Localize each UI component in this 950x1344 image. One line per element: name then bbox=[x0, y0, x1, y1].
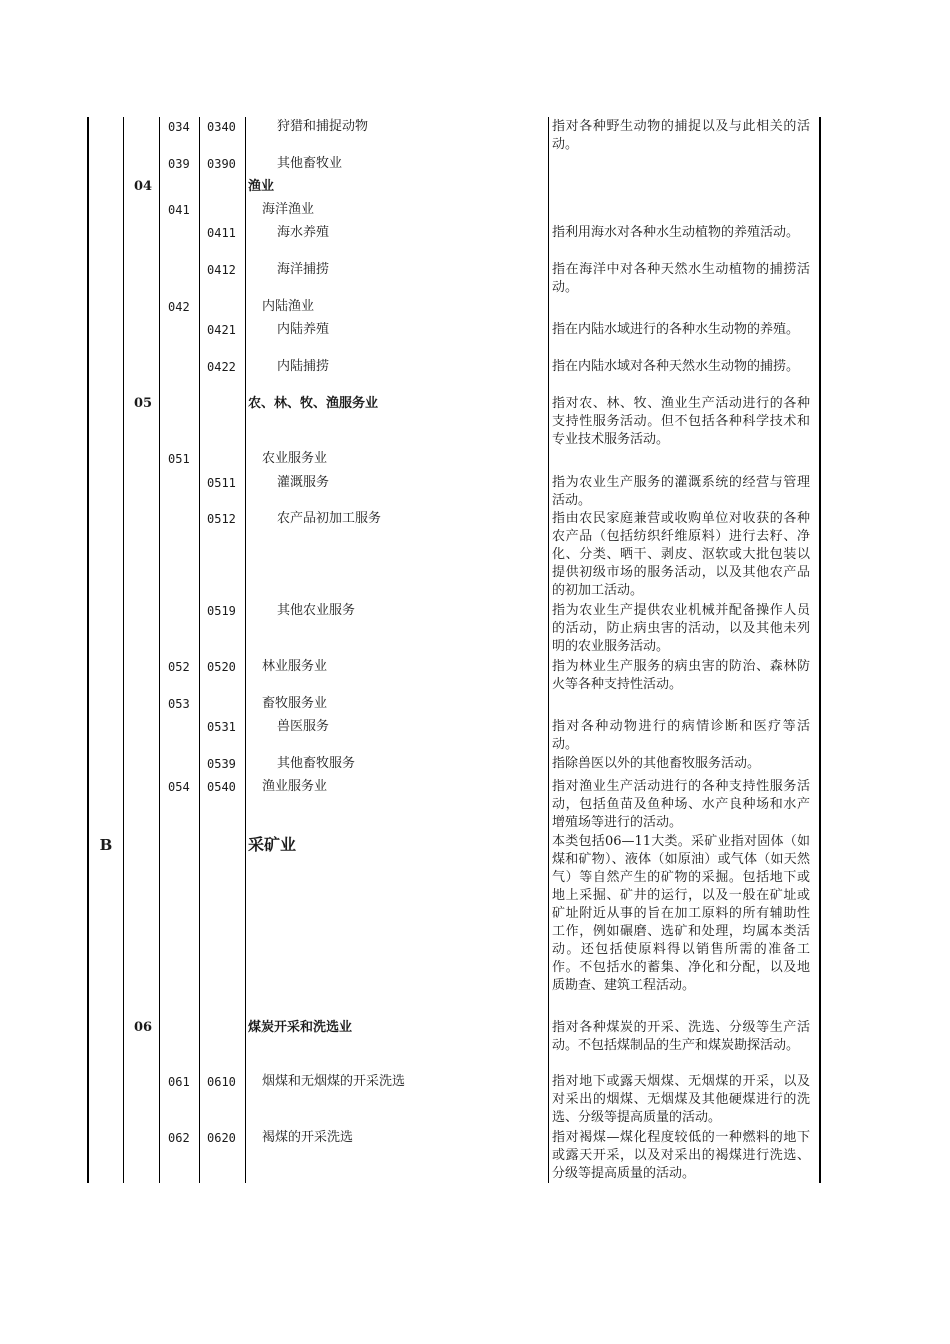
class-code: 0512 bbox=[207, 512, 236, 526]
class-code: 0519 bbox=[207, 604, 236, 618]
group-code: 062 bbox=[168, 1131, 190, 1145]
category-name: 农业服务业 bbox=[262, 451, 328, 466]
class-code: 0520 bbox=[207, 660, 236, 674]
division-code: 04 bbox=[134, 179, 153, 194]
table-border-right bbox=[819, 117, 821, 1183]
category-name: 兽医服务 bbox=[277, 719, 330, 734]
class-code: 0340 bbox=[207, 120, 236, 134]
class-code: 0422 bbox=[207, 360, 236, 374]
category-name: 内陆渔业 bbox=[262, 299, 315, 314]
category-name: 灌溉服务 bbox=[277, 475, 330, 490]
group-code: 061 bbox=[168, 1075, 190, 1089]
category-name: 海洋渔业 bbox=[262, 202, 315, 217]
category-description: 指对各种动物进行的病情诊断和医疗等活动。 bbox=[552, 719, 810, 752]
class-code: 0531 bbox=[207, 720, 236, 734]
category-name: 褐煤的开采洗选 bbox=[262, 1130, 354, 1145]
category-description: 指对褐煤—煤化程度较低的一种燃料的地下或露天开采，以及对采出的褐煤进行洗选、分级等提高质量的活动。 bbox=[552, 1130, 810, 1181]
category-name: 渔业 bbox=[248, 179, 275, 194]
section-code: B bbox=[99, 836, 113, 854]
class-code: 0620 bbox=[207, 1131, 236, 1145]
category-description: 指对渔业生产活动进行的各种支持性服务活动，包括鱼苗及鱼种场、水产良种场和水产增殖场等进行的活动。 bbox=[552, 779, 810, 830]
category-name: 内陆捕捞 bbox=[277, 359, 330, 374]
category-description: 指在内陆水域进行的各种水生动物的养殖。 bbox=[552, 322, 800, 337]
column-divider-section bbox=[123, 117, 124, 1183]
category-description: 指在内陆水域对各种天然水生动物的捕捞。 bbox=[552, 359, 800, 374]
category-name: 内陆养殖 bbox=[277, 322, 330, 337]
column-divider-class bbox=[245, 117, 246, 1183]
category-name: 其他畜牧服务 bbox=[277, 756, 356, 771]
category-description: 指由农民家庭兼营或收购单位对收获的各种农产品（包括纺织纤维原料）进行去籽、净化、分类、晒干、剥皮、沤软或大批包装以提供初级市场的服务活动，以及其他农产品的初加工活动。 bbox=[552, 511, 810, 598]
class-code: 0610 bbox=[207, 1075, 236, 1089]
category-description: 指除兽医以外的其他畜牧服务活动。 bbox=[552, 756, 761, 771]
group-code: 034 bbox=[168, 120, 190, 134]
column-divider-group bbox=[199, 117, 200, 1183]
category-description: 指对各种野生动物的捕捉以及与此相关的活动。 bbox=[552, 119, 810, 152]
category-description: 本类包括06—11大类。采矿业指对固体（如煤和矿物）、液体（如原油）或气体（如天然气）等自然产生的矿物的采掘。包括地下或地上采掘、矿井的运行，以及一般在矿址或矿址附近从事的旨在加工原料的所有辅助性工作，例如碾磨、选矿和处理，均属本类活动。还包括使原料得以销售所需的准备工作。不包括水的蓄集、净化和分配，以及地质勘查、建筑工程活动。 bbox=[552, 834, 810, 993]
group-code: 042 bbox=[168, 300, 190, 314]
class-code: 0411 bbox=[207, 226, 236, 240]
group-code: 041 bbox=[168, 203, 190, 217]
category-name: 林业服务业 bbox=[262, 659, 328, 674]
group-code: 039 bbox=[168, 157, 190, 171]
category-name: 农产品初加工服务 bbox=[277, 511, 382, 526]
category-description: 指对各种煤炭的开采、洗选、分级等生产活动。不包括煤制品的生产和煤炭勘探活动。 bbox=[552, 1020, 810, 1053]
category-name: 采矿业 bbox=[248, 835, 297, 854]
group-code: 053 bbox=[168, 697, 190, 711]
group-code: 054 bbox=[168, 780, 190, 794]
category-description: 指为林业生产服务的病虫害的防治、森林防火等各种支持性活动。 bbox=[552, 659, 810, 692]
class-code: 0421 bbox=[207, 323, 236, 337]
category-name: 畜牧服务业 bbox=[262, 696, 328, 711]
category-description: 指利用海水对各种水生动植物的养殖活动。 bbox=[552, 225, 800, 240]
class-code: 0539 bbox=[207, 757, 236, 771]
division-code: 05 bbox=[134, 396, 153, 411]
category-description: 指在海洋中对各种天然水生动植物的捕捞活动。 bbox=[552, 262, 810, 295]
category-description: 指对农、林、牧、渔业生产活动进行的各种支持性服务活动。但不包括各种科学技术和专业技术服务活动。 bbox=[552, 396, 810, 447]
category-name: 其他畜牧业 bbox=[277, 156, 343, 171]
category-name: 煤炭开采和洗选业 bbox=[248, 1020, 353, 1035]
category-name: 渔业服务业 bbox=[262, 779, 328, 794]
class-code: 0390 bbox=[207, 157, 236, 171]
category-description: 指为农业生产服务的灌溉系统的经营与管理活动。 bbox=[552, 475, 810, 508]
class-code: 0540 bbox=[207, 780, 236, 794]
column-divider-division bbox=[159, 117, 160, 1183]
category-name: 其他农业服务 bbox=[277, 603, 356, 618]
category-description: 指对地下或露天烟煤、无烟煤的开采，以及对采出的烟煤、无烟煤及其他硬煤进行的洗选、分级等提高质量的活动。 bbox=[552, 1074, 810, 1125]
class-code: 0412 bbox=[207, 263, 236, 277]
category-name: 海水养殖 bbox=[277, 225, 330, 240]
category-description: 指为农业生产提供农业机械并配备操作人员的活动，防止病虫害的活动，以及其他未列明的农业服务活动。 bbox=[552, 603, 810, 654]
table-border-left bbox=[87, 117, 89, 1183]
category-name: 海洋捕捞 bbox=[277, 262, 330, 277]
category-name: 烟煤和无烟煤的开采洗选 bbox=[262, 1074, 406, 1089]
division-code: 06 bbox=[134, 1020, 153, 1035]
category-name: 狩猎和捕捉动物 bbox=[277, 119, 369, 134]
category-name: 农、林、牧、渔服务业 bbox=[248, 396, 379, 411]
group-code: 051 bbox=[168, 452, 190, 466]
class-code: 0511 bbox=[207, 476, 236, 490]
group-code: 052 bbox=[168, 660, 190, 674]
